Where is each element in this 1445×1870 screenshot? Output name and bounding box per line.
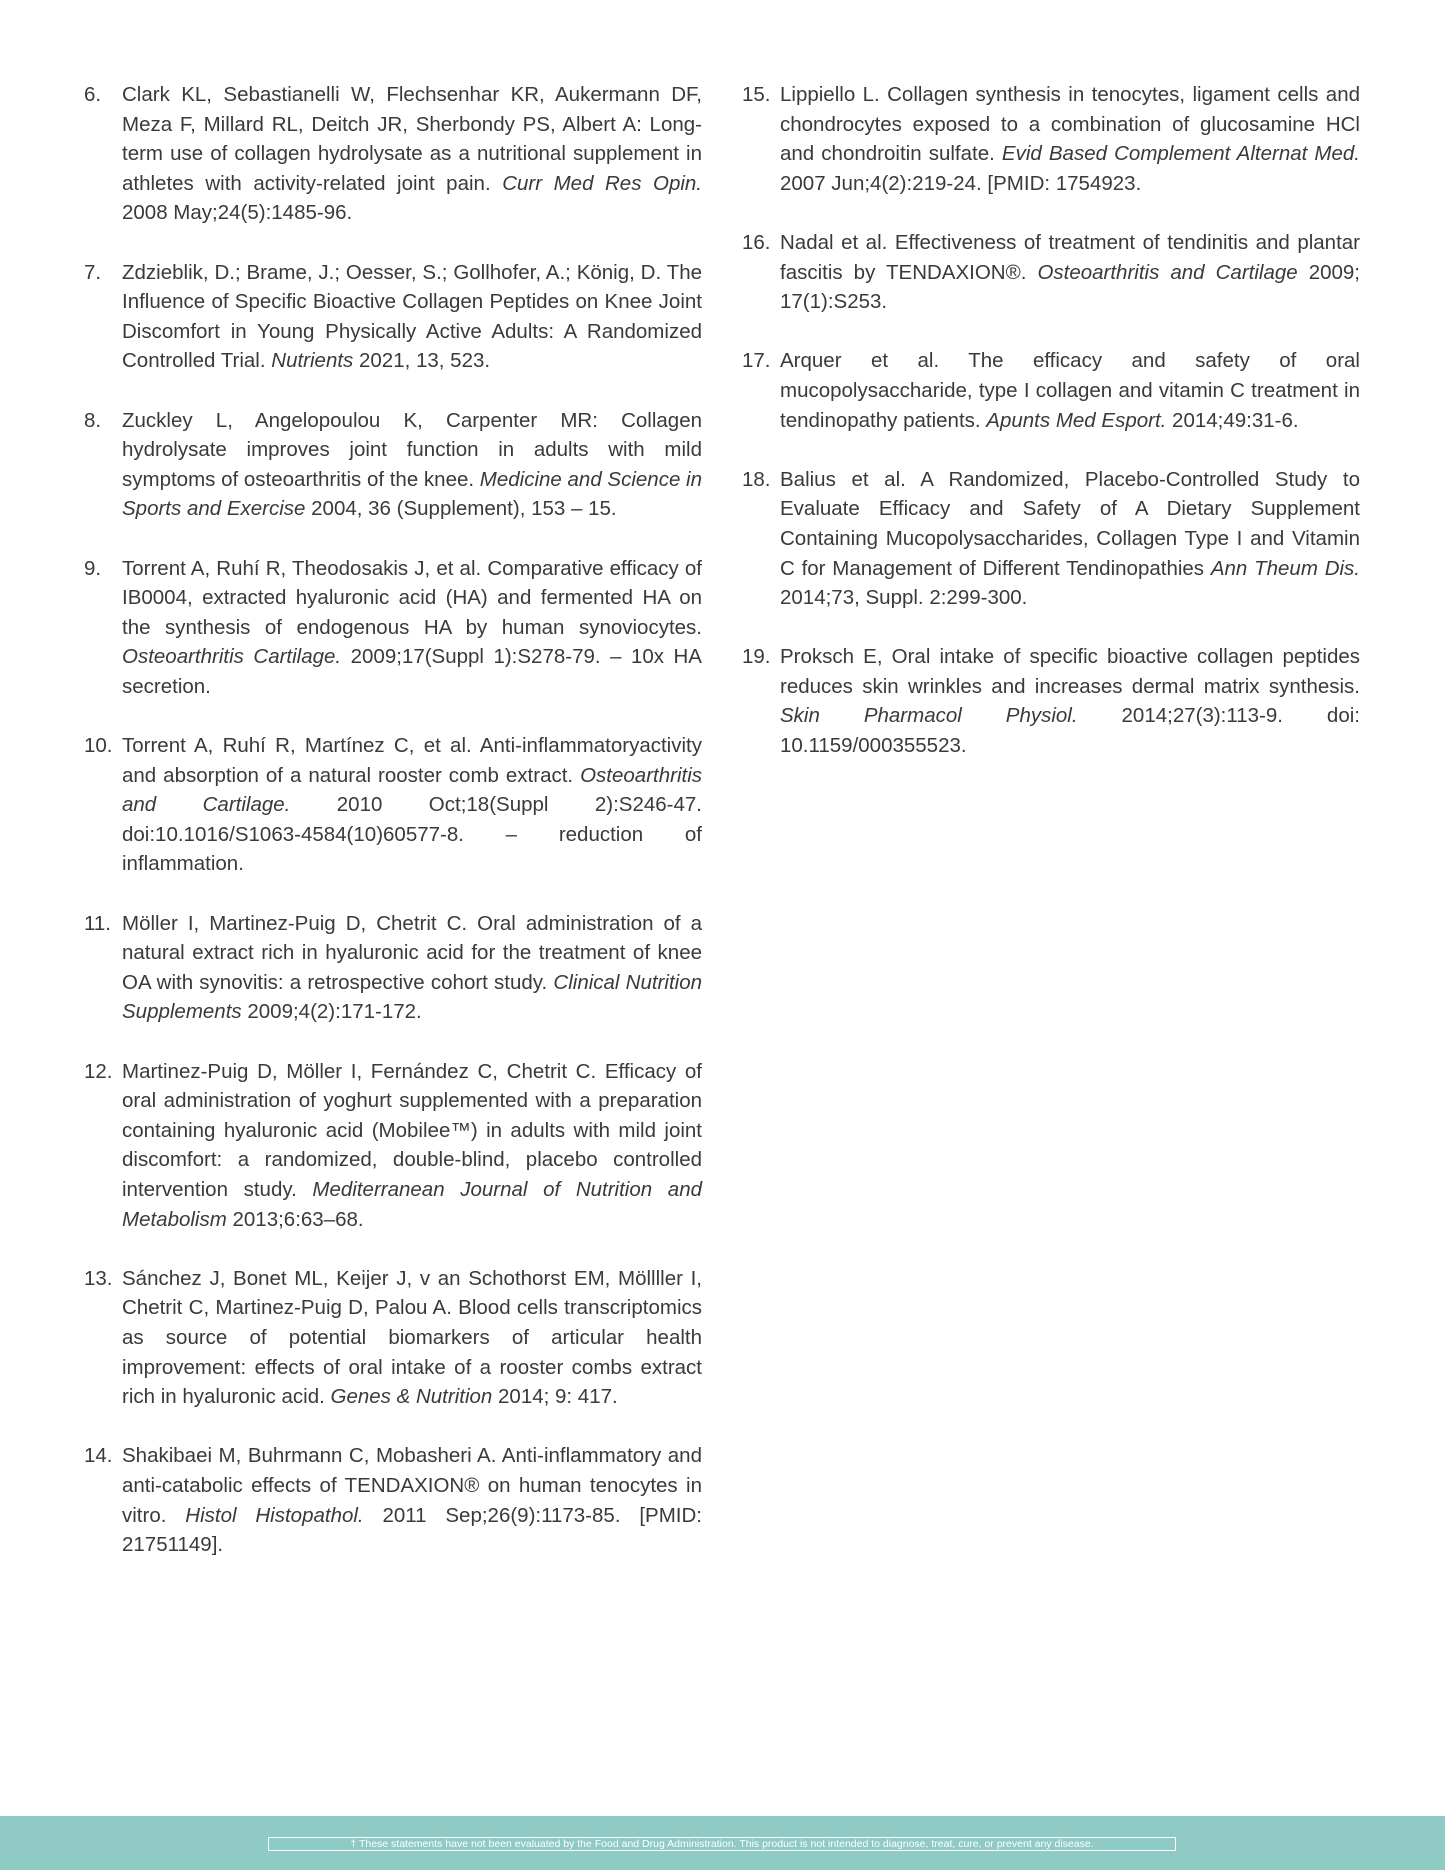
reference-text: 2008 May;24(5):1485-96.	[122, 201, 353, 225]
reference-number: 17.	[742, 349, 771, 373]
reference-item	[742, 465, 1360, 613]
reference-number: 7.	[84, 260, 102, 284]
reference-text: Lippiello L. Collagen synthesis in tenocytes, ligament cells and chondrocytes exposed to a combination of glucosamine HCl and chondroitin sulfate.	[780, 83, 1360, 166]
reference-number: 16.	[742, 230, 771, 254]
reference-text: Arquer et al. The efficacy and safety of oral mucopolysaccharide, type I collagen and vitamin C treatment in tendinopathy patients.	[780, 349, 1360, 432]
reference-item	[84, 1441, 702, 1559]
reference-item	[84, 731, 702, 879]
reference-item	[84, 909, 702, 1027]
reference-text: Martinez-Puig D, Möller I, Fernández C, Chetrit C. Efficacy of oral administration of yoghurt supplemented with a preparation containing hyaluronic acid (Mobilee™) in adults with mild joint discomfort: a randomized, double-blind, placebo controlled intervention study.	[122, 1059, 702, 1201]
reference-number: 14.	[84, 1444, 113, 1468]
reference-number: 10.	[84, 734, 113, 758]
reference-text: 2021, 13, 523.	[353, 349, 491, 373]
reference-journal: Clinical Nutrition Supplements	[122, 970, 702, 1024]
reference-text: Shakibaei M, Buhrmann C, Mobasheri A. Anti-inflammatory and anti-catabolic effects of TENDAXION® on human tenocytes in vitro.	[122, 1444, 702, 1527]
reference-journal: Histol Histopathol.	[185, 1503, 364, 1527]
reference-text: 2009; 17(1):S253.	[780, 260, 1360, 314]
reference-number: 15.	[742, 83, 771, 106]
reference-text: Zuckley L, Angelopoulou K, Carpenter MR: Collagen hydrolysate improves joint function in adults with mild symptoms of osteoarthritis of the knee.	[122, 408, 702, 491]
reference-number: 18.	[742, 467, 771, 491]
reference-journal: Apunts Med Esport.	[986, 408, 1167, 432]
reference-item	[742, 228, 1360, 317]
reference-item	[742, 642, 1360, 760]
reference-text: Balius et al. A Randomized, Placebo-Controlled Study to Evaluate Efficacy and Safety of A Dietary Supplement Containing Mucopolysaccharides, Collagen Type I and Vitamin C for Management of Different Tendinopathies	[780, 467, 1360, 580]
reference-text: 2014;73, Suppl. 2:299-300.	[780, 586, 1028, 610]
reference-text: 2014;27(3):113-9. doi: 10.1159/000355523.	[780, 704, 1360, 758]
reference-text: Torrent A, Ruhí R, Theodosakis J, et al. Comparative efficacy of IB0004, extracted hyaluronic acid (HA) and fermented HA on the synthesis of endogenous HA by human synoviocytes.	[122, 556, 702, 639]
reference-text: 2014; 9: 417.	[492, 1385, 618, 1409]
reference-journal: Genes & Nutrition	[330, 1385, 493, 1409]
reference-item	[742, 346, 1360, 435]
reference-text: 2014;49:31-6.	[1166, 408, 1299, 432]
reference-item	[84, 80, 702, 228]
fda-disclaimer: † These statements have not been evaluated by the Food and Drug Administration. This product is not intended to diagnose, treat, cure, or prevent any disease.	[268, 1837, 1176, 1851]
reference-journal: Curr Med Res Opin.	[502, 171, 703, 195]
reference-journal: Medicine and Science in Sports and Exercise	[122, 467, 702, 521]
reference-journal: Ann Theum Dis.	[1210, 556, 1360, 580]
reference-item	[84, 1264, 702, 1412]
reference-text: Zdzieblik, D.; Brame, J.; Oesser, S.; Gollhofer, A.; König, D. The Influence of Specific Bioactive Collagen Peptides on Knee Joint Discomfort in Young Physically Active Adults: A Randomized Controlled Trial.	[122, 260, 702, 373]
reference-text: 2013;6:63–68.	[226, 1207, 364, 1231]
reference-journal: Osteoarthritis and Cartilage	[1037, 260, 1298, 284]
reference-number: 8.	[84, 408, 102, 432]
reference-text: 2004, 36 (Supplement), 153 – 15.	[305, 497, 617, 521]
reference-journal: Osteoarthritis and Cartilage.	[122, 763, 702, 817]
reference-number: 13.	[84, 1266, 113, 1290]
reference-text: 2009;17(Suppl 1):S278-79. – 10x HA secretion.	[122, 645, 702, 698]
reference-text: Torrent A, Ruhí R, Martínez C, et al. Anti-inflammatoryactivity and absorption of a natural rooster comb extract.	[122, 734, 702, 787]
reference-item	[84, 554, 702, 702]
reference-number: 6.	[84, 83, 102, 106]
reference-number: 19.	[742, 645, 771, 669]
reference-journal: Osteoarthritis Cartilage.	[122, 645, 342, 669]
reference-text: 2010 Oct;18(Suppl 2):S246-47. doi:10.1016/S1063-4584(10)60577-8. – reduction of inflammation.	[122, 793, 702, 876]
reference-journal: Mediterranean Journal of Nutrition and Metabolism	[122, 1177, 703, 1231]
references-left-column	[84, 80, 702, 1589]
reference-journal: Evid Based Complement Alternat Med.	[1001, 142, 1360, 166]
reference-item	[84, 258, 702, 376]
reference-item	[84, 1057, 702, 1235]
reference-text: Nadal et al. Effectiveness of treatment of tendinitis and plantar fascitis by TENDAXION®.	[780, 230, 1360, 284]
reference-journal: Nutrients	[271, 349, 354, 373]
reference-text: Proksch E, Oral intake of specific bioactive collagen peptides reduces skin wrinkles and increases dermal matrix synthesis.	[780, 645, 1360, 698]
reference-text: Clark KL, Sebastianelli W, Flechsenhar KR, Aukermann DF, Meza F, Millard RL, Deitch JR, Sherbondy PS, Albert A: Long-term use of collagen hydrolysate as a nutritional supplement in athletes with activity-related joint pain.	[122, 83, 702, 195]
reference-text: 2011 Sep;26(9):1173-85. [PMID: 21751149].	[122, 1503, 702, 1557]
reference-text: 2009;4(2):171-172.	[241, 1000, 422, 1024]
reference-number: 11.	[84, 911, 111, 935]
reference-number: 12.	[84, 1059, 113, 1083]
reference-item	[84, 406, 702, 524]
reference-number: 9.	[84, 556, 102, 580]
references-right-column	[742, 80, 1360, 790]
reference-item	[742, 80, 1360, 198]
reference-journal: Skin Pharmacol Physiol.	[780, 704, 1078, 728]
reference-text: Sánchez J, Bonet ML, Keijer J, v an Schothorst EM, Möllller I, Chetrit C, Martinez-Puig D, Palou A. Blood cells transcriptomics as source of potential biomarkers of articular health improvement: effects of oral intake of a rooster combs extract rich in hyaluronic acid.	[122, 1266, 702, 1409]
reference-text: 2007 Jun;4(2):219-24. [PMID: 1754923.	[780, 171, 1142, 195]
reference-text: Möller I, Martinez-Puig D, Chetrit C. Oral administration of a natural extract rich in hyaluronic acid for the treatment of knee OA with synovitis: a retrospective cohort study.	[122, 911, 702, 994]
